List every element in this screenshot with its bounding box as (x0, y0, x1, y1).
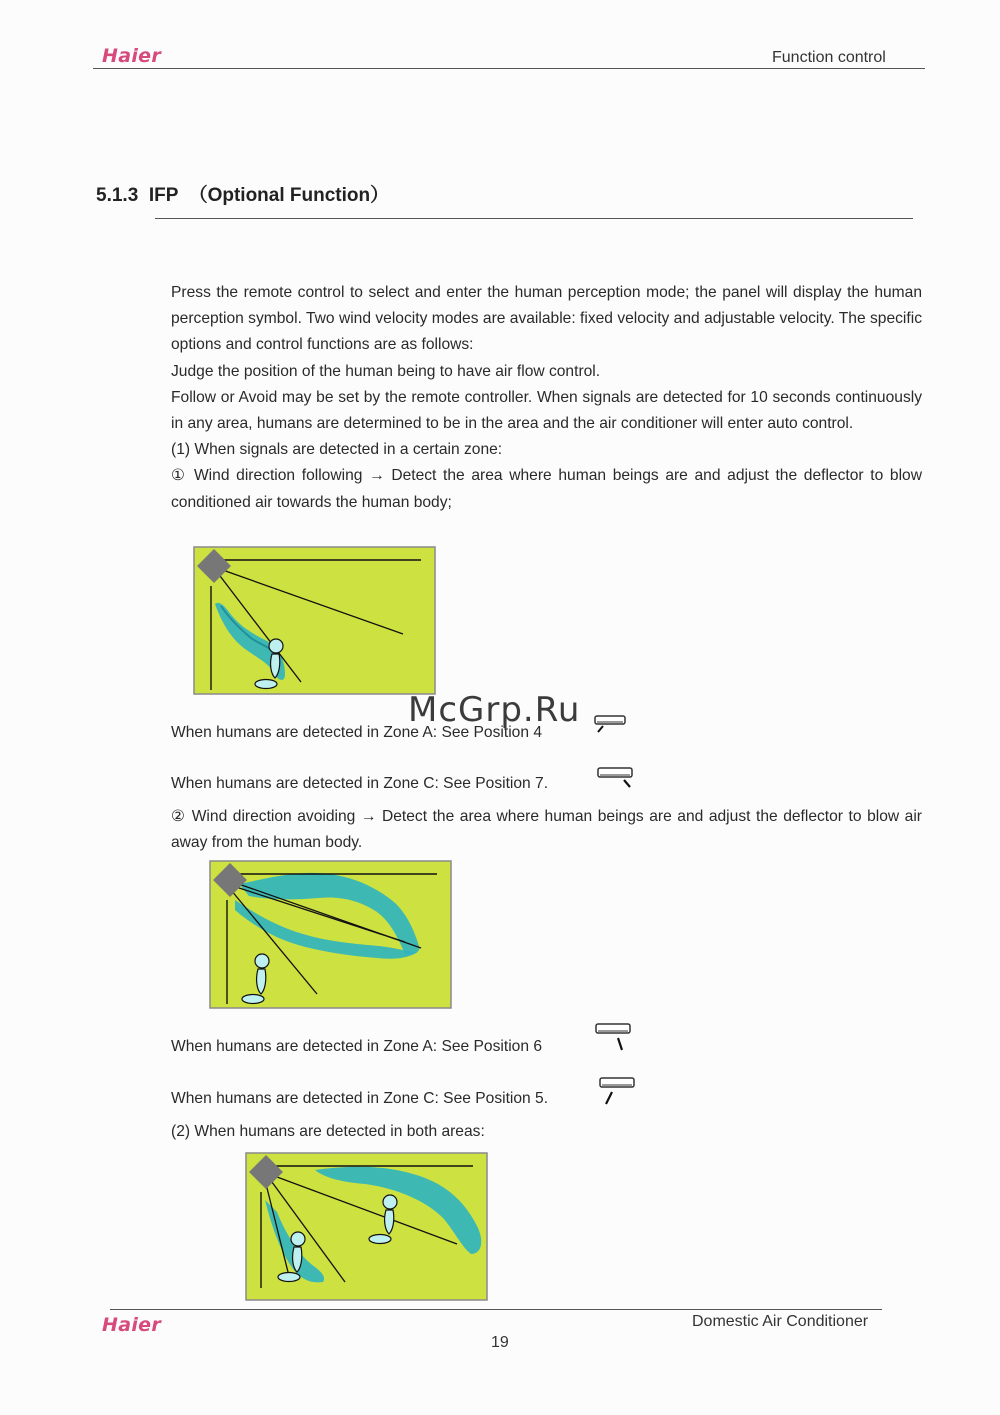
footer-product-label: Domestic Air Conditioner (692, 1313, 869, 1330)
follow-zone-a-text: When humans are detected in Zone A: See Position 4 (171, 724, 543, 741)
both-areas-diagram (245, 1152, 488, 1301)
paragraph: Judge the position of the human being to have air flow control. (171, 362, 601, 380)
paragraph: (1) When signals are detected in a certain zone: (171, 441, 503, 459)
page-number: 19 (491, 1334, 509, 1351)
ac-unit-position-4-icon (593, 714, 627, 736)
following-diagram (193, 546, 436, 695)
paragraph: ① Wind direction following → Detect the area where human beings are and adjust the deflector to blow conditioned air towards the human body; (171, 467, 922, 511)
follow-zone-c-text: When humans are detected in Zone C: See Position 7. (171, 775, 549, 792)
brand-logo: Haier (102, 45, 161, 67)
ac-unit-position-6-icon (594, 1022, 634, 1056)
avoid-zone-a-text: When humans are detected in Zone A: See Position 6 (171, 1038, 543, 1055)
avoid-zone-c-text: When humans are detected in Zone C: See Position 5. (171, 1090, 549, 1107)
footer-brand-logo: Haier (102, 1314, 161, 1336)
intro-text (171, 280, 922, 516)
section-rule (155, 218, 913, 219)
avoiding-diagram (209, 860, 452, 1009)
header-rule (93, 68, 925, 69)
avoiding-text (171, 804, 922, 856)
footer-rule (110, 1309, 882, 1310)
both-areas-text: (2) When humans are detected in both areas: (171, 1123, 485, 1140)
watermark: McGrp.Ru (408, 690, 581, 730)
header-section-label: Function control (772, 49, 886, 66)
section-title: 5.1.3 IFP （Optional Function） (96, 185, 390, 206)
ac-unit-position-5-icon (598, 1076, 638, 1110)
ac-unit-position-7-icon (596, 766, 636, 792)
paragraph: ② Wind direction avoiding → Detect the area where human beings are and adjust the deflector to blow air away from the human body. (171, 808, 922, 852)
paragraph: Press the remote control to select and enter the human perception mode; the panel will display the human perception symbol. Two wind velocity modes are available: fixed velocity and adjustable velocity. The specific options and control functions are as follows: (171, 284, 922, 354)
paragraph: Follow or Avoid may be set by the remote controller. When signals are detected for 10 seconds continuously in any area, humans are determined to be in the area and the air conditioner will enter auto control. (171, 388, 922, 433)
